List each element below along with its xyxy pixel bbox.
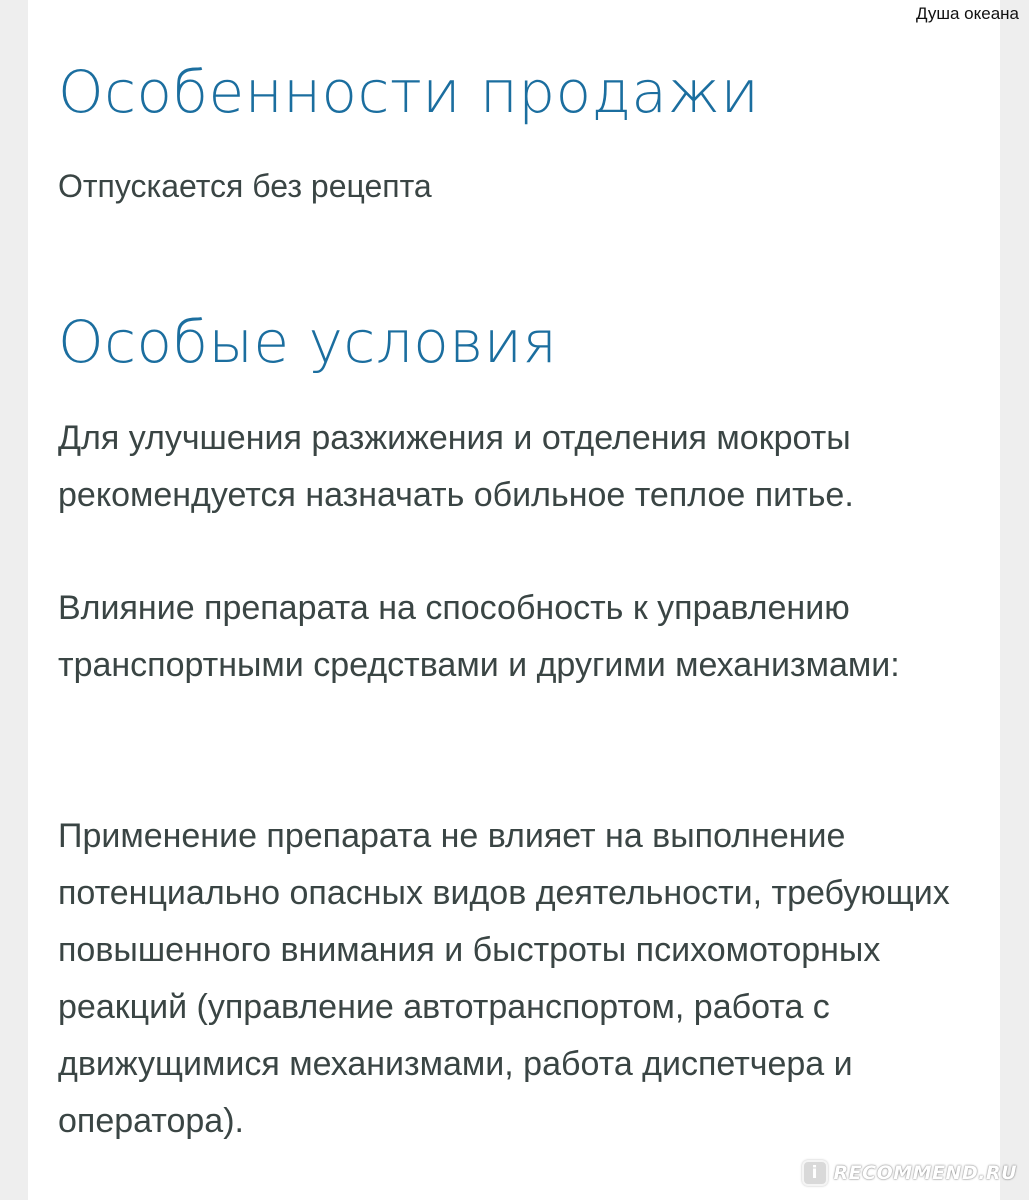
paragraph-sputum: Для улучшения разжижения и отделения мокроты рекомендуется назначать обильное теплое питье. (58, 419, 854, 514)
section-title-special-conditions: Особые условия (58, 308, 558, 376)
site-watermark (802, 1160, 1017, 1186)
recommend-logo-icon: i (802, 1160, 828, 1186)
paragraph-driving-heading: Влияние препарата на способность к управлению транспортными средствами и другими механизмами: (58, 589, 900, 684)
paragraph-driving-effect: Применение препарата не влияет на выполнение потенциально опасных видов деятельности, требующих повышенного внимания и быстроты психомоторных реакций (управление автотранспортом, работа с движущимися механизмами, работа диспетчера и оператора). (58, 817, 950, 1140)
section-title-sale: Особенности продажи (58, 58, 760, 126)
content-card (28, 0, 1000, 1200)
site-name: RECOMMEND.RU (833, 1162, 1017, 1184)
author-watermark: Душа океана (915, 4, 1019, 23)
sale-conditions-text: Отпускается без рецепта (58, 168, 432, 204)
